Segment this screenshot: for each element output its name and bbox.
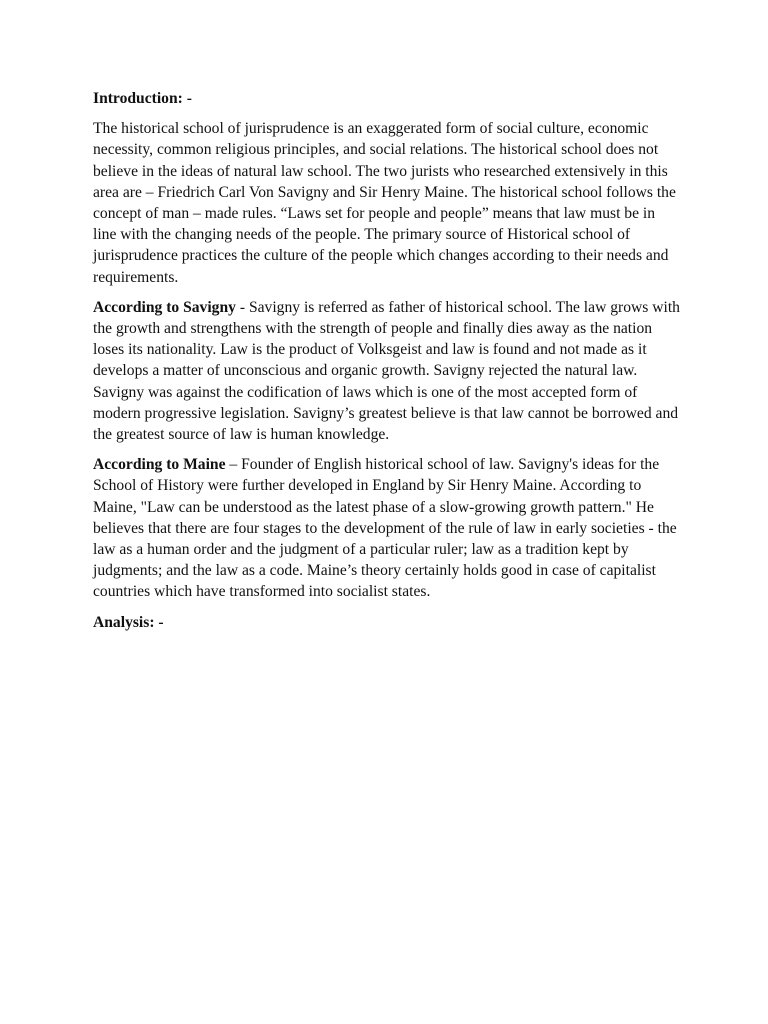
maine-text: – Founder of English historical school of law. Savigny's ideas for the School of History were further developed in England by Sir Henry Maine. According to Maine, "Law can be understood as the latest phase of a slow-growing growth pattern." He believes that there are four stages to the development of the rule of law in early societies - the law as a human order and the judgment of a particular ruler; law as a tradition kept by judgments; and the law as a code. Maine’s theory certainly holds good in case of capitalist countries which have transformed into socialist states. [93,456,677,601]
analysis-heading: Analysis: - [93,613,164,631]
savigny-lead: According to Savigny [93,298,236,316]
savigny-paragraph [93,297,681,445]
document-page [93,88,681,642]
intro-paragraph: The historical school of jurisprudence is an exaggerated form of social culture, economic necessity, common religious principles, and social relations. The historical school does not believe in the ideas of natural law school. The two jurists who researched extensively in this area are – Friedrich Carl Von Savigny and Sir Henry Maine. The historical school follows the concept of man – made rules. “Laws set for people and people” means that law must be in line with the changing needs of the people. The primary source of Historical school of jurisprudence practices the culture of the people which changes according to their needs and requirements. [93,120,676,286]
introduction-heading: Introduction: - [93,90,192,107]
maine-lead: According to Maine [93,456,226,474]
maine-paragraph [93,454,681,602]
savigny-text: - Savigny is referred as father of historical school. The law grows with the growth and strengthens with the strength of people and finally dies away as the nation loses its nationality. Law is the product of Volksgeist and law is found and not made as it develops a matter of unconscious and organic growth. Savigny rejected the natural law. Savigny was against the codification of laws which is one of the most accepted form of modern progressive legislation. Savigny’s greatest believe is that law cannot be borrowed and the greatest source of law is human knowledge. [93,298,680,444]
